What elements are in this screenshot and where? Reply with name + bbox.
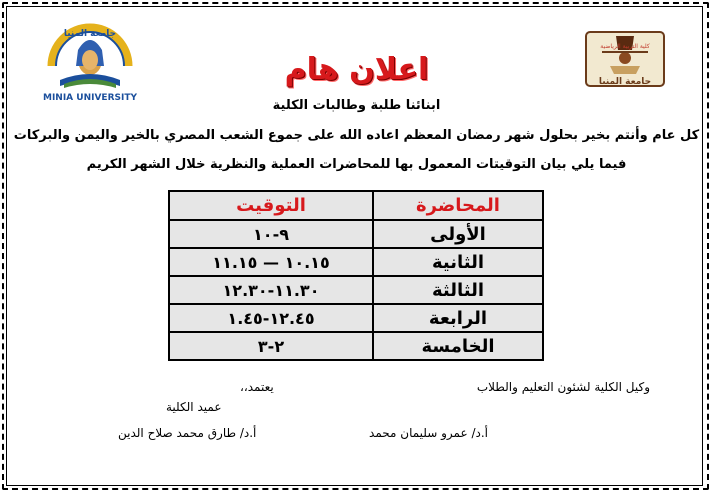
- lecture-cell: الخامسة: [373, 332, 543, 360]
- greeting-line: ابنائنا طلبة وطالبات الكلية: [272, 98, 441, 113]
- lecture-cell: الرابعة: [373, 304, 543, 332]
- vice-dean-name: أ.د/ عمرو سليمان محمد: [369, 426, 488, 440]
- dean-name: أ.د/ طارق محمد صلاح الدين: [118, 426, 257, 440]
- table-row: [169, 276, 543, 304]
- logo-left-arabic: جامعة المنيا: [63, 29, 117, 39]
- table-header-row: [169, 191, 543, 220]
- table-row: [169, 248, 543, 276]
- time-cell: ٩-١٠: [169, 220, 373, 248]
- intro-line-1: كل عام وأنتم بخير بحلول شهر رمضان المعظم اعاده الله على جموع الشعب المصري بالخير واليمن والبركات: [13, 128, 700, 143]
- logo-left-caption: MINIA UNIVERSITY: [42, 93, 138, 103]
- time-cell: ١١.٣٠-١٢.٣٠: [169, 276, 373, 304]
- page-title: اعلان هام: [284, 52, 429, 87]
- table-row: [169, 220, 543, 248]
- lecture-cell: الثانية: [373, 248, 543, 276]
- approval-text: يعتمد،،: [240, 380, 274, 394]
- time-cell: ١٠.١٥ — ١١.١٥: [169, 248, 373, 276]
- dean-title: عميد الكلية: [166, 400, 222, 414]
- table-row: [169, 304, 543, 332]
- logo-right-arabic-bottom: جامعة المنيا: [598, 77, 652, 87]
- lecture-cell: الأولى: [373, 220, 543, 248]
- lecture-cell: الثالثة: [373, 276, 543, 304]
- intro-line-2: فيما يلي بيان التوقيتات المعمول بها للمحاضرات العملية والنظرية خلال الشهر الكريم: [86, 157, 627, 172]
- time-cell: ٢-٣: [169, 332, 373, 360]
- vice-dean-title: وكيل الكلية لشئون التعليم والطلاب: [476, 380, 650, 394]
- table-row: [169, 332, 543, 360]
- col-header-lecture: المحاضرة: [373, 191, 543, 220]
- time-cell: ١٢.٤٥-١.٤٥: [169, 304, 373, 332]
- col-header-time: التوقيت: [169, 191, 373, 220]
- schedule-table: [168, 190, 544, 361]
- logo-right-arabic-top: كلية التربية الرياضية: [600, 43, 650, 50]
